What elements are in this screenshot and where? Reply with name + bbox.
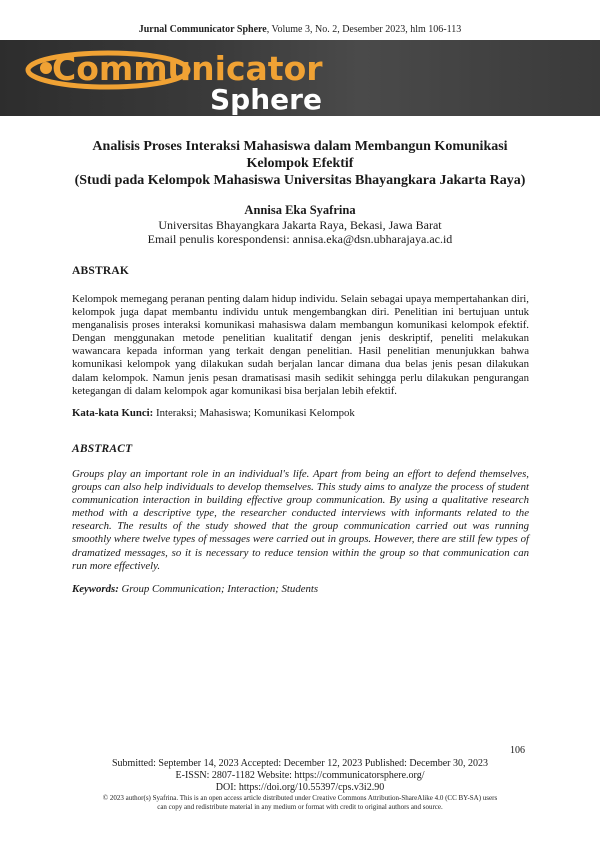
issue-details: , Volume 3, No. 2, Desember 2023, hlm 106-113	[266, 24, 462, 35]
kata-kunci-label: Kata-kata Kunci:	[72, 407, 154, 419]
logo-word-sphere: Sphere	[210, 83, 322, 116]
orbit-dot	[40, 62, 52, 74]
keywords-values: Group Communication; Interaction; Students	[118, 583, 319, 595]
kata-kunci	[72, 407, 532, 420]
abstract-body: Groups play an important role in an individual's life. Apart from being an effort to defend themselves, groups can also help individuals to develop themselves. This study aims to analyze the process of student communication interaction in building effective group communication. By using a qualitative research method with a descriptive type, the researcher conducted interviews with informants related to the research. The results of the study showed that the group communication carried out was running smoothly where twelve types of messages were carried out in groups. However, there are still few types of dramatized messages, so it is necessary to reduce tension within the group so that communication can run more effectively.	[72, 468, 529, 572]
article-footer	[0, 758, 600, 811]
journal-banner	[0, 40, 600, 116]
abstrak-heading: ABSTRAK	[72, 265, 129, 277]
submission-dates: Submitted: September 14, 2023 Accepted: December 12, 2023 Published: December 30, 2023	[111, 758, 489, 769]
abstract-heading: ABSTRACT	[72, 443, 133, 455]
kata-kunci-values: Interaksi; Mahasiswa; Komunikasi Kelompok	[153, 407, 355, 419]
doi: DOI: https://doi.org/10.55397/cps.v3i2.90	[215, 782, 385, 793]
title-line: (Studi pada Kelompok Mahasiswa Universitas Bhayangkara Jakarta Raya)	[74, 173, 526, 188]
license-line: can copy and redistribute material in any medium or format with credit to original authors and source.	[157, 802, 443, 811]
license-line: © 2023 author(s) Syafrina. This is an open access article distributed under Creative Commons Attribution-ShareAlike 4.0 (CC BY-SA) users	[102, 794, 498, 802]
article-title	[40, 138, 560, 189]
running-head	[0, 24, 600, 35]
author-affiliation: Universitas Bhayangkara Jakarta Raya, Bekasi, Jawa Barat	[158, 218, 442, 232]
author-email: Email penulis korespondensi: annisa.eka@dsn.ubharajaya.ac.id	[147, 232, 453, 246]
abstrak-body: Kelompok memegang peranan penting dalam hidup individu. Selain sebagai upaya mempertahankan diri, kelompok juga dapat membantu individu untuk mengembangkan diri. Penelitian ini bertujuan untuk menganalisis proses interaksi komunikasi mahasiswa dalam membangun komunikasi kelompok efektif. Dengan menggunakan metode penelitian kualitatif dengan jenis deskriptif, peneliti melakukan wawancara kepada informan yang terkait dengan penelitian. Hasil penelitian menunjukkan bahwa komunikasi kelompok yang dilakukan sudah berjalan lancar dimana dua belas jenis pesan dilakukan dalam kelompok. Namun jenis pesan dramatisasi masih sedikit sehingga perlu dilakukan pengurangan ketegangan di dalam kelompok agar komunikasi bisa berjalan lebih efektif.	[72, 293, 529, 397]
author-block	[40, 203, 560, 246]
page-number: 106	[510, 745, 525, 756]
title-line: Kelompok Efektif	[246, 156, 354, 171]
author-name: Annisa Eka Syafrina	[244, 203, 356, 217]
issn-website: E-ISSN: 2807-1182 Website: https://communicatorsphere.org/	[175, 770, 425, 781]
title-line: Analisis Proses Interaksi Mahasiswa dalam Membangun Komunikasi	[92, 139, 508, 154]
keywords-label: Keywords:	[72, 583, 119, 595]
journal-name: Jurnal Communicator Sphere	[138, 24, 267, 35]
journal-logo	[0, 40, 600, 116]
keywords	[72, 583, 532, 596]
logo-word-communicator: Communicator	[52, 49, 323, 88]
